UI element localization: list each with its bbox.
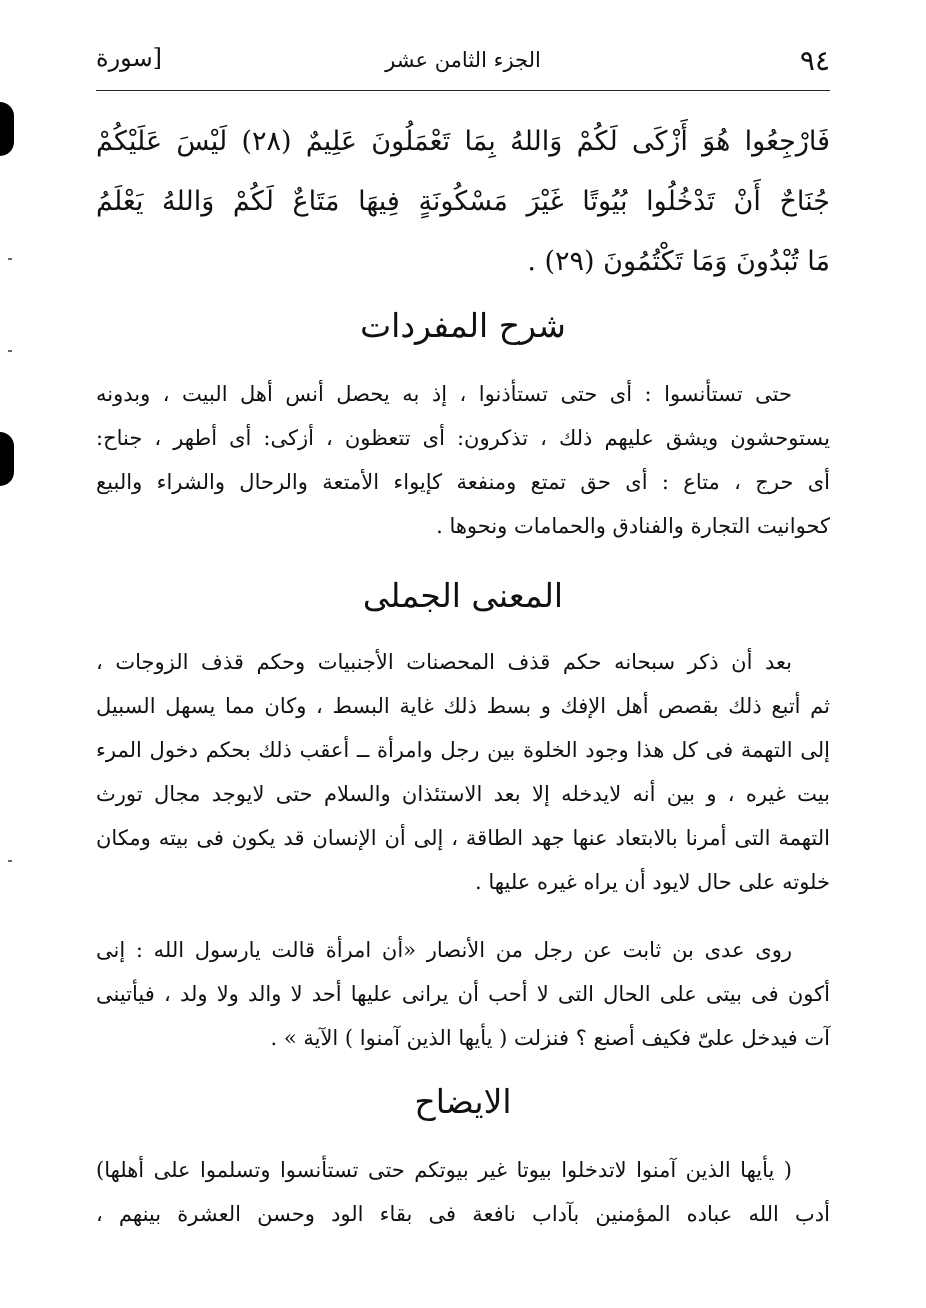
text-line: التهمة التى أمرنا بالابتعاد عنها جهد الطاقة ، إلى أن الإنسان قد يكون فى بيته ومكان [96, 826, 830, 850]
text-line: أدب الله عباده المؤمنين بآداب نافعة فى بقاء الود وحسن العشرة بينهم ، [96, 1202, 830, 1226]
verse-line: فَارْجِعُوا هُوَ أَزْكَى لَكُمْ وَاللهُ بِمَا تَعْمَلُونَ عَلِيمٌ (٢٨) لَيْسَ عَلَيْكُمْ [96, 126, 830, 157]
part-title: الجزء الثامن عشر [385, 48, 541, 72]
hadith-paragraph [96, 928, 830, 1060]
explanation-heading: الايضاح [414, 1082, 512, 1121]
text-line: أى حرج ، متاع : أى حق تمتع ومنفعة كإيواء الأمتعة والرحال والشراء والبيع [96, 470, 830, 494]
text-line: روى عدى بن ثابت عن رجل من الأنصار «أن امرأة قالت يارسول الله : إنى [96, 938, 792, 962]
text-line: ( يأيها الذين آمنوا لاتدخلوا بيوتا غير بيوتكم حتى تستأنسوا وتسلموا على أهلها) [96, 1158, 792, 1182]
text-line: حتى تستأنسوا : أى حتى تستأذنوا ، إذ به يحصل أنس أهل البيت ، وبدونه [96, 382, 792, 406]
text-line: بعد أن ذكر سبحانه حكم قذف المحصنات الأجنبيات وحكم قذف الزوجات ، [96, 650, 792, 674]
scan-edge-mark [0, 432, 14, 486]
text-line: ثم أتبع ذلك بقصص أهل الإفك و بسط ذلك غاية البسط ، وكان مما يسهل السبيل [96, 694, 830, 718]
running-head [96, 42, 830, 86]
surah-label: [سورة [96, 44, 163, 72]
text-line: كحوانيت التجارة والفنادق والحمامات ونحوها . [436, 514, 830, 538]
text-line: إلى التهمة فى كل هذا وجود الخلوة بين رجل وامرأة ــ أعقب ذلك بحكم دخول المرء [96, 738, 830, 762]
verse-line: جُنَاحٌ أَنْ تَدْخُلُوا بُيُوتًا غَيْرَ مَسْكُونَةٍ فِيهَا مَتَاعٌ لَكُمْ وَاللهُ يَعْلَمُ [96, 186, 830, 217]
vocabulary-heading: شرح المفردات [360, 306, 566, 345]
scan-speck [8, 258, 12, 260]
general-meaning-heading: المعنى الجملى [362, 576, 564, 615]
header-rule [96, 90, 830, 91]
text-line: بيت غيره ، و بين أنه لايدخله إلا بعد الاستئذان والسلام حتى لايوجد مجال تورث [96, 782, 830, 806]
explanation-paragraph [96, 1148, 830, 1236]
scan-edge-mark [0, 102, 14, 156]
quran-verse-block [96, 112, 830, 292]
scan-speck [8, 860, 12, 862]
text-line: يستوحشون ويشق عليهم ذلك ، تذكرون: أى تتعظون ، أزكى: أى أطهر ، جناح: [96, 426, 830, 450]
verse-line: مَا تُبْدُونَ وَمَا تَكْتُمُونَ (٢٩) . [527, 246, 830, 277]
vocabulary-paragraph [96, 372, 830, 548]
page-number: ٩٤ [799, 44, 830, 77]
scan-speck [8, 350, 12, 352]
text-line: أكون فى بيتى على الحال التى لا أحب أن يرانى عليها أحد لا والد ولا ولد ، فيأتينى [96, 982, 830, 1006]
general-meaning-paragraph [96, 640, 830, 904]
text-line: خلوته على حال لايود أن يراه غيره عليها . [475, 870, 830, 894]
text-line: آت فيدخل علىّ فكيف أصنع ؟ فنزلت ( يأيها الذين آمنوا ) الآية » . [270, 1026, 830, 1050]
